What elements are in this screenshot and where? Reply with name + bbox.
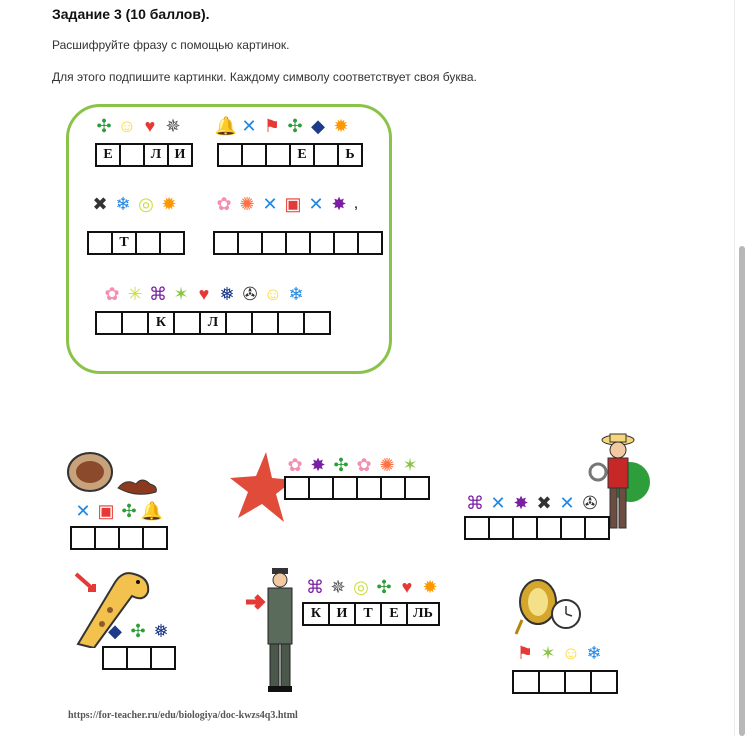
flower-icon: ✿	[287, 455, 303, 475]
vertical-scrollbar[interactable]	[734, 0, 748, 736]
command-icon: ⌘	[306, 577, 324, 597]
letter-box[interactable]	[590, 670, 618, 694]
letter-box[interactable]	[313, 143, 339, 167]
trefoil-icon: ✇	[582, 493, 598, 513]
letter-box[interactable]	[126, 646, 152, 670]
smiley-icon: ☺	[263, 284, 283, 304]
letter-box[interactable]	[380, 476, 406, 500]
diamond-icon: ◆	[108, 621, 122, 641]
green-star-icon: ✶	[540, 643, 556, 663]
web-icon: ✵	[165, 116, 181, 136]
clue-3-symbols	[464, 492, 601, 514]
letter-box[interactable]: ЛЬ	[406, 602, 440, 626]
clue-4-symbols	[104, 620, 172, 642]
snowflake-icon: ❄	[288, 284, 304, 304]
flower-icon: ✿	[104, 284, 120, 304]
letter-box[interactable]	[538, 670, 566, 694]
letter-box[interactable]: Т	[111, 231, 137, 255]
letter-box[interactable]	[356, 476, 382, 500]
purple-star-icon: ✸	[331, 194, 347, 214]
smiley-icon: ☺	[561, 643, 581, 663]
letter-box[interactable]	[121, 311, 149, 335]
letter-box[interactable]	[118, 526, 144, 550]
letter-box[interactable]	[277, 311, 305, 335]
heart-icon: ♥	[401, 577, 413, 597]
symbol-row-2	[215, 115, 352, 137]
clue-4-boxes	[102, 646, 176, 670]
bell-icon: 🔔	[140, 501, 164, 521]
letter-box[interactable]	[237, 231, 263, 255]
snowflake-icon: ❄	[586, 643, 602, 663]
letter-box[interactable]	[173, 311, 201, 335]
green-cross-icon: ✣	[287, 116, 303, 136]
letter-box[interactable]	[512, 516, 538, 540]
soldier-picture	[244, 566, 304, 696]
letter-box[interactable]	[285, 231, 311, 255]
green-star-icon: ✶	[173, 284, 189, 304]
letter-box[interactable]	[142, 526, 168, 550]
letter-box[interactable]	[512, 670, 540, 694]
blue-x-icon: ✕	[308, 194, 324, 214]
black-x-icon: ✖	[92, 194, 108, 214]
letter-box[interactable]	[87, 231, 113, 255]
blue-x-icon: ✕	[490, 493, 506, 513]
clue-6-symbols	[514, 642, 605, 664]
clue-2-symbols	[284, 454, 421, 476]
letter-box[interactable]	[135, 231, 161, 255]
clue-1-symbols	[72, 500, 163, 522]
dark-snowflake-icon: ❅	[219, 284, 235, 304]
letter-box[interactable]	[265, 143, 291, 167]
symbol-row-3	[89, 193, 180, 215]
letter-box[interactable]	[217, 143, 243, 167]
letter-box[interactable]: Е	[380, 602, 408, 626]
purple-star-icon: ✸	[310, 455, 326, 475]
blue-x-icon: ✕	[241, 116, 257, 136]
command-icon: ⌘	[466, 493, 484, 513]
answer-boxes-word-1	[95, 143, 193, 167]
letter-box[interactable]: Е	[95, 143, 121, 167]
heart-icon: ♥	[198, 284, 210, 304]
answer-boxes-word-4	[213, 231, 383, 255]
green-cross-icon: ✣	[121, 501, 137, 521]
letter-box[interactable]	[102, 646, 128, 670]
answer-boxes-word-2	[217, 143, 363, 167]
symbol-row-1	[93, 115, 184, 137]
green-cross-icon: ✣	[333, 455, 349, 475]
letter-box[interactable]	[261, 231, 287, 255]
blue-x-icon: ✕	[262, 194, 278, 214]
letter-box[interactable]	[159, 231, 185, 255]
green-star-icon: ✶	[402, 455, 418, 475]
sun-icon: ✹	[422, 577, 438, 597]
clue-5-boxes	[302, 602, 440, 626]
green-cross-icon: ✣	[130, 621, 146, 641]
flower-icon: ✿	[216, 194, 232, 214]
letter-box[interactable]	[150, 646, 176, 670]
letter-box[interactable]	[213, 231, 239, 255]
snowflake-icon: ❄	[115, 194, 131, 214]
letter-box[interactable]: Ь	[337, 143, 363, 167]
letter-box[interactable]	[95, 311, 123, 335]
letter-box[interactable]	[332, 476, 358, 500]
source-watermark: https://for-teacher.ru/edu/biologiya/doc-kwzs4q3.html	[68, 710, 298, 721]
letter-box[interactable]: И	[167, 143, 193, 167]
flag-icon: ⚑	[263, 116, 281, 136]
dark-snowflake-icon: ❅	[153, 621, 169, 641]
letter-box[interactable]: Л	[143, 143, 169, 167]
clue-1-boxes	[70, 526, 168, 550]
green-cross-icon: ✣	[96, 116, 112, 136]
smiley-icon: ☺	[117, 116, 137, 136]
letter-box[interactable]: Т	[354, 602, 382, 626]
target-icon: ◎	[138, 194, 154, 214]
flag-icon: ⚑	[516, 643, 534, 663]
clue-5-symbols	[304, 576, 441, 598]
letter-box[interactable]: Л	[199, 311, 227, 335]
flower-icon: ✿	[356, 455, 372, 475]
letter-box[interactable]	[464, 516, 490, 540]
blue-x-icon: ✕	[75, 501, 91, 521]
burst-icon: ✳	[127, 284, 143, 304]
letter-box[interactable]	[119, 143, 145, 167]
diamond-icon: ◆	[311, 116, 325, 136]
letter-box[interactable]	[225, 311, 253, 335]
clue-3-boxes	[464, 516, 610, 540]
pocket-watch-picture	[512, 572, 584, 638]
clue-2-boxes	[284, 476, 430, 500]
bell-icon: 🔔	[214, 116, 238, 136]
symbol-row-4	[213, 193, 361, 215]
square-target-icon: ▣	[284, 194, 302, 214]
sun-icon: ✹	[333, 116, 349, 136]
sun-icon: ✹	[161, 194, 177, 214]
clue-6-boxes	[512, 670, 618, 694]
letter-box[interactable]	[70, 526, 96, 550]
square-target-icon: ▣	[97, 501, 115, 521]
letter-box[interactable]	[303, 311, 331, 335]
letter-box[interactable]	[488, 516, 514, 540]
letter-box[interactable]: К	[302, 602, 330, 626]
black-x-icon: ✖	[536, 493, 552, 513]
task-heading: Задание 3 (10 баллов).	[52, 6, 210, 22]
letter-box[interactable]	[560, 516, 586, 540]
letter-box[interactable]	[357, 231, 383, 255]
heart-icon: ♥	[144, 116, 156, 136]
letter-box[interactable]	[309, 231, 335, 255]
instruction-line-1: Расшифруйте фразу с помощью картинок.	[52, 38, 290, 52]
letter-box[interactable]	[241, 143, 267, 167]
orange-star-icon: ✺	[379, 455, 395, 475]
symbol-row-5	[101, 283, 307, 305]
walnut-picture	[66, 448, 162, 502]
letter-box[interactable]	[564, 670, 592, 694]
answer-boxes-word-3	[87, 231, 185, 255]
target-icon: ◎	[353, 577, 369, 597]
letter-box[interactable]	[333, 231, 359, 255]
letter-box[interactable]: К	[147, 311, 175, 335]
command-icon: ⌘	[149, 284, 167, 304]
blue-x-icon: ✕	[559, 493, 575, 513]
answer-boxes-word-5	[95, 311, 331, 335]
instruction-line-2: Для этого подпишите картинки. Каждому символу соответствует своя буква.	[52, 70, 477, 84]
letter-box[interactable]: И	[328, 602, 356, 626]
letter-box[interactable]	[584, 516, 610, 540]
web-icon: ✵	[330, 577, 346, 597]
letter-box[interactable]	[94, 526, 120, 550]
green-cross-icon: ✣	[376, 577, 392, 597]
letter-box[interactable]	[308, 476, 334, 500]
letter-box[interactable]	[536, 516, 562, 540]
letter-box[interactable]: Е	[289, 143, 315, 167]
scrollbar-thumb[interactable]	[739, 246, 745, 736]
trefoil-icon: ✇	[242, 284, 258, 304]
comma: ,	[353, 195, 359, 212]
letter-box[interactable]	[251, 311, 279, 335]
letter-box[interactable]	[404, 476, 430, 500]
purple-star-icon: ✸	[513, 493, 529, 513]
letter-box[interactable]	[284, 476, 310, 500]
puzzle-frame	[66, 104, 392, 374]
orange-star-icon: ✺	[239, 194, 255, 214]
